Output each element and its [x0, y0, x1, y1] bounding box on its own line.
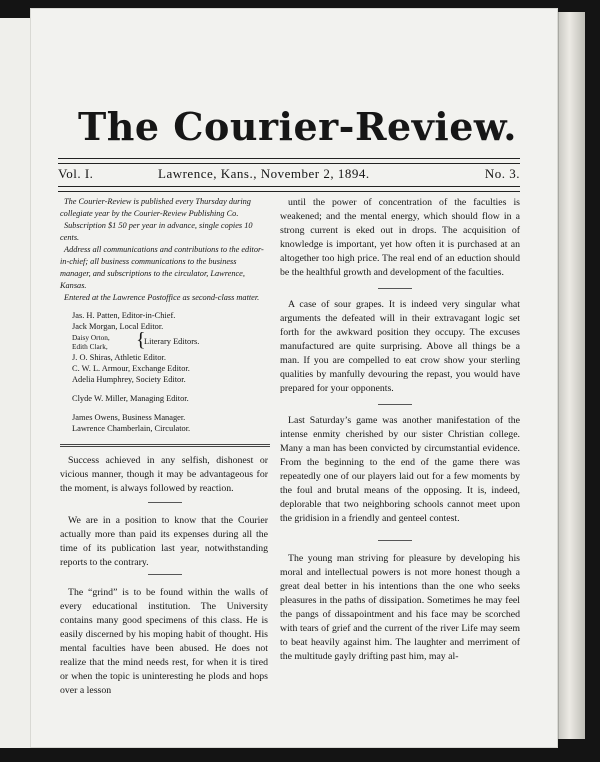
bottom-double-rule — [58, 186, 520, 192]
separator-rule — [148, 574, 182, 575]
managing-editor: Clyde W. Miller, Managing Editor. — [72, 394, 189, 403]
left-section-rule — [60, 444, 270, 445]
subscription-info: Subscription $1 50 per year in advance, single copies 10 cents. — [60, 221, 253, 242]
separator-rule — [378, 540, 412, 541]
address-info: Address all communications and contributions to the editor-in-chief; all business communications to the business manager, and subscriptions to the circulator, Lawrence, Kansas. — [60, 245, 264, 290]
newspaper-page — [30, 8, 558, 748]
literary-editor-role: Literary Editors. — [144, 337, 200, 346]
paragraph: until the power of concentration of the faculties is weakened; and the mental energy, which should flow in a strong current is eked out in drops. The acquisition of knowledge is important, yet how often it is purchased at an altogether too high price. The real end of an eduction should be the healthful growth and development of the faculties. — [280, 197, 520, 278]
editor-line: Jas. H. Patten, Editor-in-Chief. — [72, 311, 176, 320]
paragraph: The young man striving for pleasure by developing his moral and intellectual powers is not more honest though a great deal better in his intentions than the one who seeks pleasures in the paths of dissipation. Sometimes he may feel the pangs of dissapointment and his face may be scorched with tears of grief and the current of the river Life may seem to beat heavily against him. The laughter and merriment of the multitude gayly drifting past him, may al- — [280, 553, 520, 662]
literary-editor-name: Edith Clark, — [72, 342, 108, 351]
left-section-rule — [60, 446, 270, 447]
postoffice-info: Entered at the Lawrence Postoffice as second-class matter. — [64, 293, 260, 302]
left-page-edge — [0, 18, 32, 748]
separator-rule — [378, 288, 412, 289]
paragraph: A case of sour grapes. It is indeed very singular what arguments the defeated will in their extravagant logic set forth for the awkward position they occupy. The excuses manufactured are quite surprising. Above all things be a man. If you are compelled to eat crow show your sterling qualities by manfully devouring the repast, you would have prepared for your opponents. — [280, 299, 520, 394]
issue-number: No. 3. — [484, 166, 520, 181]
paragraph: Success achieved in any selfish, dishonest or vicious manner, though it may be advantageous for the moment, is always followed by reaction. — [60, 455, 268, 494]
editor-line: J. O. Shiras, Athletic Editor. — [72, 353, 166, 362]
separator-rule — [148, 502, 182, 503]
literary-editor-name: Daisy Orton, — [72, 333, 110, 342]
issue-line — [58, 166, 520, 184]
paragraph: Last Saturday’s game was another manifestation of the intense enmity cherished by our sister Christian college. Many a man has been convicted by circumstantial evidence. From the beginning to the end of the game there was repeatedly one of our players laid out for a few moments by the foul and brutal means of the opposing. It is, indeed, deplorable that two neighboring schools cannot meet upon the gridision in a friendly and genteel contest. — [280, 415, 520, 524]
top-double-rule — [58, 158, 520, 164]
editor-line: C. W. L. Armour, Exchange Editor. — [72, 364, 190, 373]
volume-label: Vol. I. — [58, 166, 94, 181]
paragraph: The “grind” is to be found within the walls of every educational institution. The University contains many good specimens of this class. He is easily discerned by his moping habit of thought. His mental faculties have been abused. He does not realize that the mind needs rest, for when it is tired or when the topic is uninteresting he plods and hops over a lesson — [60, 587, 268, 696]
editorial-staff-list — [72, 310, 268, 385]
publication-info: The Courier-Review is published every Thursday during collegiate year by the Courier-Review Publishing Co. — [60, 197, 251, 218]
brace-mark: { — [136, 329, 146, 351]
literary-editors — [72, 329, 268, 352]
date-location: Lawrence, Kans., November 2, 1894. — [158, 166, 370, 181]
editor-line: Adelia Humphrey, Society Editor. — [72, 375, 186, 384]
separator-rule — [378, 404, 412, 405]
newspaper-masthead: The Courier-Review. — [78, 104, 518, 149]
editor-line: Jack Morgan, Local Editor. — [72, 322, 164, 331]
page-stack-edge — [558, 12, 585, 739]
circulator: Lawrence Chamberlain, Circulator. — [72, 424, 191, 433]
paragraph: We are in a position to know that the Courier actually more than paid its expenses during all the time of its publication last year, notwithstanding reports to the contrary. — [60, 515, 268, 568]
business-manager: James Owens, Business Manager. — [72, 413, 186, 422]
